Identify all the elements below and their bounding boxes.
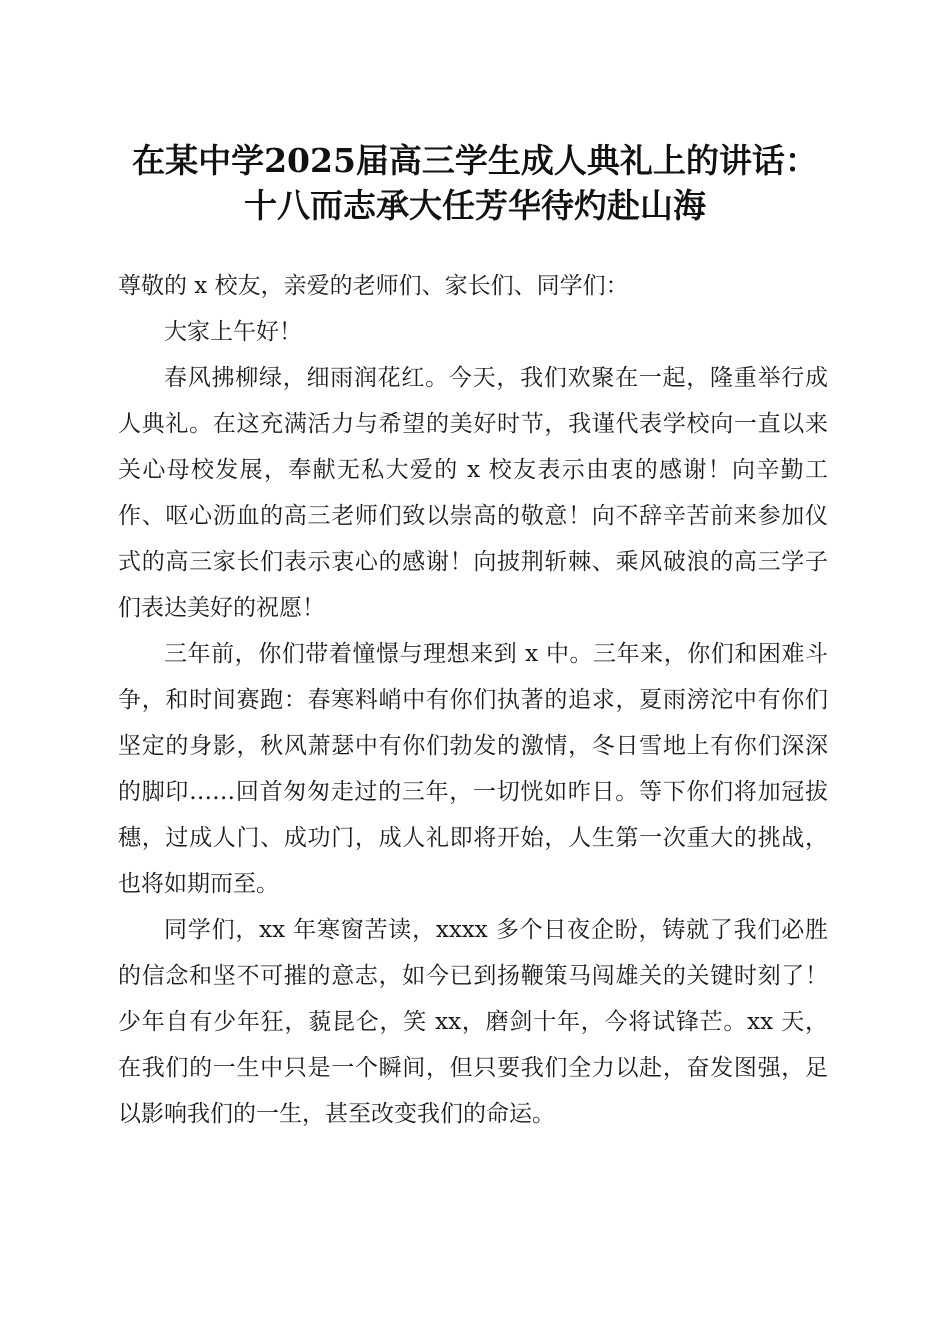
salutation: 尊敬的 x 校友，亲爱的老师们、家长们、同学们：: [118, 273, 629, 299]
greeting: 大家上午好！: [164, 319, 302, 345]
paragraph: 三年前，你们带着憧憬与理想来到 x 中。三年来，你们和困难斗争，和时间赛跑：春寒料峭中有你们执著的追求，夏雨滂沱中有你们坚定的身影，秋风萧瑟中有你们勃发的激情，冬日雪地上有你们深深的脚印……回首匆匆走过的三年，一切恍如昨日。等下你们将加冠拔穗，过成人门、成功门，成人礼即将开始，人生第一次重大的挑战，也将如期而至。: [118, 641, 828, 897]
title-line-1: 在某中学2025届高三学生成人典礼上的讲话：: [132, 141, 818, 180]
paragraph: 春风拂柳绿，细雨润花红。今天，我们欢聚在一起，隆重举行成人典礼。在这充满活力与希望的美好时节，我谨代表学校向一直以来关心母校发展，奉献无私大爱的 x 校友表示由衷的感谢！向辛勤工作、呕心沥血的高三老师们致以崇高的敬意！向不辞辛苦前来参加仪式的高三家长们表示衷心的感谢！向披荆斩棘、乘风破浪的高三学子们表达美好的祝愿！: [118, 365, 828, 621]
title-line-2: 十八而志承大任芳华待灼赴山海: [244, 186, 706, 225]
paragraph: 同学们，xx 年寒窗苦读，xxxx 多个日夜企盼，铸就了我们必胜的信念和坚不可摧的意志，如今已到扬鞭策马闯雄关的关键时刻了！少年自有少年狂，藐昆仑，笑 xx，磨剑十年，今将试锋芒。xx 天，在我们的一生中只是一个瞬间，但只要我们全力以赴，奋发图强，足以影响我们的一生，甚至改变我们的命运。: [118, 917, 828, 1127]
speech-body: [118, 263, 828, 1137]
page-title: [100, 138, 850, 228]
